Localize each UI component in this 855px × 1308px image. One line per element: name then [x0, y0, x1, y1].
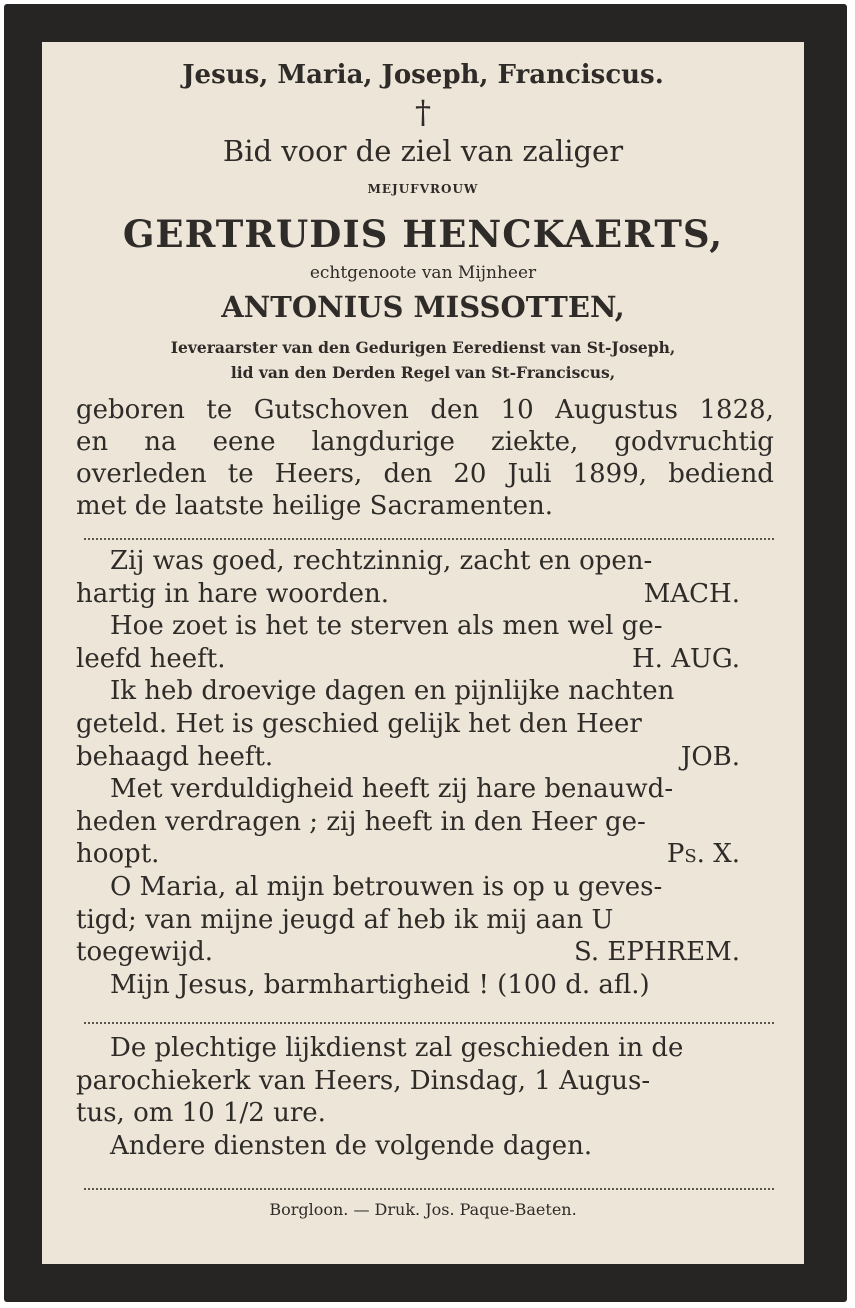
- quote-last-line: [76, 643, 774, 676]
- bio-line: [76, 394, 774, 426]
- quote-source: S. EPHREM.: [573, 937, 740, 968]
- word: Juli: [507, 459, 552, 489]
- word: langdurige: [311, 427, 455, 457]
- quote-line: hoopt.: [76, 839, 160, 870]
- quote-line: Hoe zoet is het te sterven als men wel ge-: [110, 611, 663, 642]
- quote-line: behaagd heeft.: [76, 741, 274, 772]
- word: te: [206, 395, 233, 425]
- word: den: [430, 395, 480, 425]
- quote: [76, 610, 774, 675]
- biography: [76, 394, 774, 522]
- word: overleden: [76, 459, 207, 489]
- quote: [76, 545, 774, 610]
- word: te: [227, 459, 254, 489]
- word: Augustus: [555, 395, 678, 425]
- invocation: Jesus, Maria, Joseph, Franciscus.: [182, 60, 664, 90]
- spouse-intro: echtgenoote van Mijnheer: [309, 263, 537, 283]
- honorific: MEJUFVROUW: [367, 182, 479, 196]
- service-line: Andere diensten de volgende dagen.: [110, 1130, 593, 1161]
- quote-line: heden verdragen ; zij heeft in den Heer ge-: [76, 806, 646, 837]
- quote-last-line: [76, 838, 774, 871]
- spouse-name: ANTONIUS MISSOTTEN,: [221, 290, 625, 324]
- quote-line: toegewijd.: [76, 937, 214, 968]
- word: ziekte,: [491, 427, 579, 457]
- word: bediend: [668, 459, 774, 489]
- quote-source: JOB.: [680, 741, 740, 772]
- word: 1899,: [572, 459, 648, 489]
- quote: [76, 675, 774, 773]
- quote-last-line: [76, 578, 774, 611]
- title-line: lid van den Derden Regel van St-Franciscus,: [230, 363, 616, 382]
- quote-line: leefd heeft.: [76, 643, 226, 674]
- service-line: tus, om 10 1/2 ure.: [76, 1098, 326, 1129]
- quote-source: H. AUG.: [632, 643, 740, 674]
- quote: [76, 871, 774, 969]
- quote-last-line: [76, 936, 774, 969]
- bio-line: [76, 458, 774, 490]
- word: 10: [500, 395, 534, 425]
- quote-line: Zij was goed, rechtzinnig, zacht en open-: [110, 546, 653, 576]
- word: godvruchtig: [614, 427, 774, 457]
- word: na: [144, 427, 177, 457]
- quote-line: tigd; van mijne jeugd af heb ik mij aan U: [76, 904, 614, 935]
- bio-line: [76, 426, 774, 458]
- deceased-name: GERTRUDIS HENCKAERTS,: [122, 212, 724, 256]
- service-line: parochiekerk van Heers, Dinsdag, 1 Augus-: [76, 1065, 651, 1096]
- title-line: Ieveraarster van den Gedurigen Eeredienst van St-Joseph,: [170, 338, 676, 357]
- mourning-card-border: [4, 4, 847, 1302]
- word: geboren: [76, 395, 185, 425]
- word: den: [383, 459, 433, 489]
- word: 20: [453, 459, 487, 489]
- word: 1828,: [699, 395, 774, 425]
- service-line: De plechtige lijkdienst zal geschieden in de: [110, 1033, 684, 1063]
- dotted-divider: [84, 1188, 774, 1190]
- quote-line: Ik heb droevige dagen en pijnlijke nachten: [110, 676, 675, 707]
- quote-line: geteld. Het is geschied gelijk het den Heer: [76, 708, 642, 739]
- funeral-service: [76, 1032, 774, 1162]
- printer-imprint: Borgloon. — Druk. Jos. Paque-Baeten.: [269, 1200, 577, 1219]
- word: eene: [212, 427, 276, 457]
- dotted-divider: [84, 1022, 774, 1024]
- memorial-card: [42, 42, 804, 1264]
- prayer-intro: Bid voor de ziel van zaliger: [222, 134, 624, 168]
- cross-icon: †: [415, 93, 431, 131]
- dotted-divider: [84, 538, 774, 540]
- word: Heers,: [274, 459, 363, 489]
- quotes: [76, 545, 774, 1001]
- quote: [76, 773, 774, 871]
- bio-line: met de laatste heilige Sacramenten.: [76, 491, 554, 521]
- quote-source: Ps. X.: [666, 839, 740, 870]
- quote-line: hartig in hare woorden.: [76, 578, 390, 609]
- quote-line: Met verduldigheid heeft zij hare benauwd-: [110, 774, 674, 805]
- indulgence-prayer: Mijn Jesus, barmhartigheid ! (100 d. afl.): [110, 969, 650, 1000]
- word: Gutschoven: [253, 395, 409, 425]
- quote-last-line: [76, 741, 774, 774]
- word: en: [76, 427, 109, 457]
- quote-line: O Maria, al mijn betrouwen is op u geves-: [110, 871, 663, 902]
- quote-source: MACH.: [643, 578, 740, 609]
